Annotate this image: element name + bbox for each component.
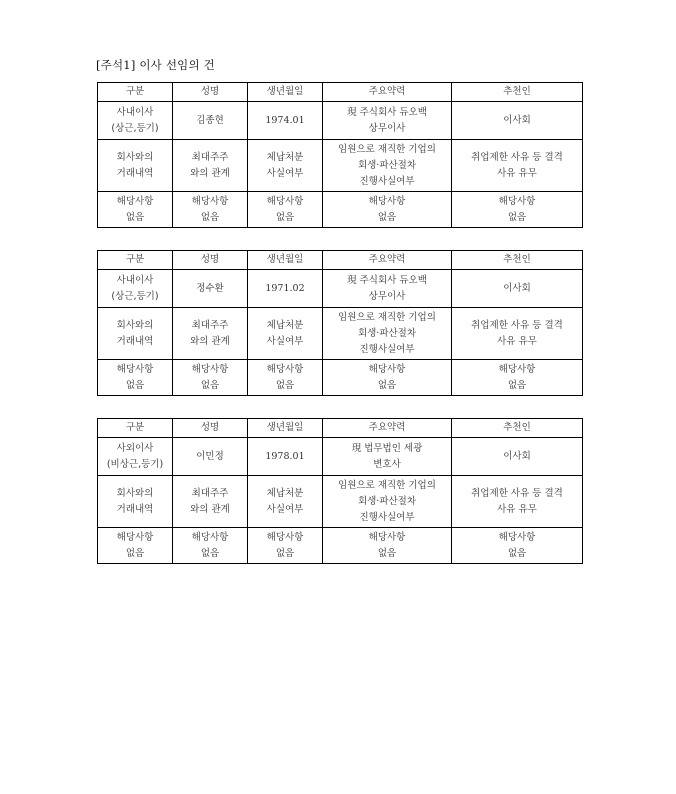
- label-disqualification: 취업제한 사유 등 결격 사유 유무: [452, 476, 583, 528]
- label-major-shareholder: 최대주주 와의 관계: [173, 140, 248, 192]
- disclosure-answer-row: [98, 528, 583, 564]
- disclosure-label-row: [98, 308, 583, 360]
- director-type: 사외이사 (비상근,등기): [98, 438, 173, 476]
- director-row: [98, 102, 583, 140]
- header-row: [98, 83, 583, 102]
- answer-cell: 해당사항 없음: [98, 360, 173, 396]
- director-type: 사내이사 (상근,등기): [98, 102, 173, 140]
- director-birth: 1978.01: [248, 438, 323, 476]
- disclosure-answer-row: [98, 192, 583, 228]
- director-career: 現 법무법인 세광 변호사: [323, 438, 452, 476]
- header-recommender: 추천인: [452, 83, 583, 102]
- answer-cell: 해당사항 없음: [173, 192, 248, 228]
- label-bankruptcy: 임원으로 재직한 기업의 회생·파산절차 진행사실여부: [323, 308, 452, 360]
- label-bankruptcy: 임원으로 재직한 기업의 회생·파산절차 진행사실여부: [323, 140, 452, 192]
- label-disqualification: 취업제한 사유 등 결격 사유 유무: [452, 140, 583, 192]
- answer-cell: 해당사항 없음: [248, 360, 323, 396]
- label-transactions: 회사와의 거래내역: [98, 308, 173, 360]
- label-transactions: 회사와의 거래내역: [98, 140, 173, 192]
- director-recommender: 이사회: [452, 270, 583, 308]
- answer-cell: 해당사항 없음: [323, 528, 452, 564]
- director-row: [98, 438, 583, 476]
- disclosure-answer-row: [98, 360, 583, 396]
- header-row: [98, 251, 583, 270]
- header-recommender: 추천인: [452, 251, 583, 270]
- director-recommender: 이사회: [452, 438, 583, 476]
- label-tax-delinquency: 체납처분 사실여부: [248, 140, 323, 192]
- director-birth: 1974.01: [248, 102, 323, 140]
- director-career: 現 주식회사 듀오백 상무이사: [323, 270, 452, 308]
- header-name: 성명: [173, 251, 248, 270]
- disclosure-label-row: [98, 140, 583, 192]
- header-career: 주요약력: [323, 83, 452, 102]
- disclosure-label-row: [98, 476, 583, 528]
- director-row: [98, 270, 583, 308]
- director-recommender: 이사회: [452, 102, 583, 140]
- answer-cell: 해당사항 없음: [452, 360, 583, 396]
- answer-cell: 해당사항 없음: [452, 192, 583, 228]
- label-tax-delinquency: 체납처분 사실여부: [248, 476, 323, 528]
- header-career: 주요약력: [323, 419, 452, 438]
- header-birth: 생년월일: [248, 251, 323, 270]
- header-category: 구분: [98, 83, 173, 102]
- director-type: 사내이사 (상근,등기): [98, 270, 173, 308]
- answer-cell: 해당사항 없음: [248, 528, 323, 564]
- label-major-shareholder: 최대주주 와의 관계: [173, 308, 248, 360]
- director-name: 정수환: [173, 270, 248, 308]
- header-recommender: 추천인: [452, 419, 583, 438]
- header-category: 구분: [98, 251, 173, 270]
- director-career: 現 주식회사 듀오백 상무이사: [323, 102, 452, 140]
- answer-cell: 해당사항 없음: [248, 192, 323, 228]
- answer-cell: 해당사항 없음: [98, 528, 173, 564]
- answer-cell: 해당사항 없음: [323, 360, 452, 396]
- answer-cell: 해당사항 없음: [323, 192, 452, 228]
- header-birth: 생년월일: [248, 83, 323, 102]
- header-career: 주요약력: [323, 251, 452, 270]
- director-name: 김종현: [173, 102, 248, 140]
- director-table-2: [97, 250, 583, 396]
- label-bankruptcy: 임원으로 재직한 기업의 회생·파산절차 진행사실여부: [323, 476, 452, 528]
- header-birth: 생년월일: [248, 419, 323, 438]
- label-transactions: 회사와의 거래내역: [98, 476, 173, 528]
- answer-cell: 해당사항 없음: [173, 528, 248, 564]
- label-tax-delinquency: 체납처분 사실여부: [248, 308, 323, 360]
- label-major-shareholder: 최대주주 와의 관계: [173, 476, 248, 528]
- header-name: 성명: [173, 83, 248, 102]
- header-row: [98, 419, 583, 438]
- director-table-1: [97, 82, 583, 228]
- director-birth: 1971.02: [248, 270, 323, 308]
- label-disqualification: 취업제한 사유 등 결격 사유 유무: [452, 308, 583, 360]
- answer-cell: 해당사항 없음: [452, 528, 583, 564]
- header-category: 구분: [98, 419, 173, 438]
- director-table-3: [97, 418, 583, 564]
- answer-cell: 해당사항 없음: [173, 360, 248, 396]
- header-name: 성명: [173, 419, 248, 438]
- director-name: 이민정: [173, 438, 248, 476]
- document-title: [주석1] 이사 선임의 건: [96, 58, 215, 72]
- answer-cell: 해당사항 없음: [98, 192, 173, 228]
